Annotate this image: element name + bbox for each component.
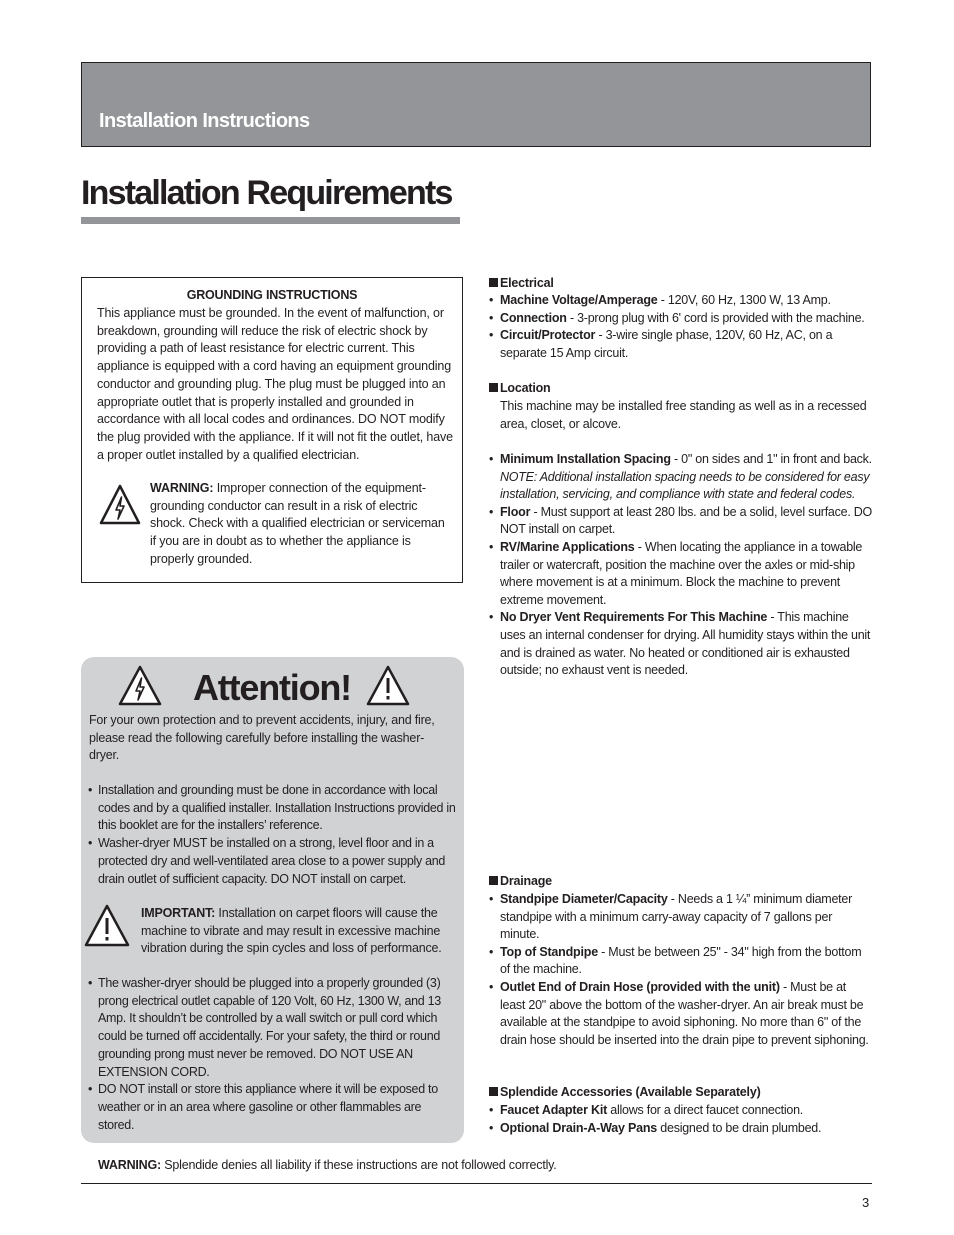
grounding-body: This appliance must be grounded. In the event of malfunction, or breakdown, grounding will reduce the risk of electric shock by providing a path of least resistance for electric current. This appliance is equipped with a cord having an equipment grounding conductor and grounding plug. The plug must be plugged into an appropriate outlet that is properly installed and grounded in accordance with all local codes and ordinances. DO NOT modify the plug provided with the appliance. If it will not fit the outlet, have a proper outlet installed by a qualified electrician.: [97, 306, 453, 462]
header-band: [81, 62, 871, 147]
attention-intro: For your own protection and to prevent accidents, injury, and fire, please read the following carefully before installing the washer-dryer.: [89, 713, 435, 763]
footer-warning-label: WARNING:: [98, 1158, 161, 1172]
section-label: Installation Instructions: [99, 110, 310, 132]
electric-hazard-icon: [117, 664, 163, 708]
important-text: Installation on carpet floors will cause the machine to vibrate and may result in excessive machine vibration during the spin cycles and loss of performance.: [141, 906, 442, 956]
title-underline: [81, 217, 460, 224]
item-label: Connection: [500, 310, 567, 325]
footer-warning: [98, 1158, 557, 1172]
grounding-warning: [150, 480, 450, 569]
item-text: - When locating the appliance in a towable trailer or watercraft, position the machine over the axles or mid-ship where movement is at a minimum. Block the machine to prevent extreme movement.: [500, 539, 863, 607]
list-item: [489, 891, 874, 944]
item-label: RV/Marine Applications: [500, 539, 635, 554]
accessories-list: [489, 1102, 874, 1137]
grounding-warning-text: Improper connection of the equipment-grounding conductor can result in a risk of electric shock. Check with a qualified electrician or serviceman if you are in doubt as to whether the appliance is properly grounded.: [150, 481, 445, 566]
page-number: 3: [862, 1195, 870, 1210]
electrical-heading-text: Electrical: [500, 276, 554, 290]
accessories-heading: [489, 1084, 761, 1102]
list-item: • Installation and grounding must be done in accordance with local codes and by a qualified installer. Installation Instructions provided in this booklet are for the installers’ reference.: [88, 782, 458, 835]
list-item: [489, 979, 874, 1049]
list-item: [489, 504, 874, 539]
important-note: [141, 905, 456, 958]
item-label: Top of Standpipe: [500, 944, 598, 959]
item-text: allows for a direct faucet connection.: [607, 1103, 803, 1117]
item-text: - 3-wire single phase, 120V, 60 Hz, AC, on a separate 15 Amp circuit.: [500, 328, 833, 360]
drainage-heading-text: Drainage: [500, 874, 552, 888]
attention-box: [81, 657, 464, 1143]
item-text: designed to be drain plumbed.: [657, 1120, 822, 1135]
item-text: - Must support at least 280 lbs. and be a solid, level surface. DO NOT install on carpet.: [500, 504, 873, 537]
important-label: IMPORTANT:: [141, 906, 216, 920]
item-text: - 120V, 60 Hz, 1300 W, 13 Amp.: [657, 293, 831, 307]
drainage-list: [489, 891, 874, 1049]
attention-list-bottom: [88, 975, 458, 1134]
square-bullet-icon: [489, 876, 498, 885]
caution-icon: [83, 903, 131, 949]
page-title: Installation Requirements: [81, 174, 452, 212]
item-text: - This machine uses an internal condenser for drying. All humidity stays within the unit and is drained as water. No heated or conditioned air is exhausted outside; no exhaust vent is needed.: [500, 610, 871, 678]
caution-icon: [365, 664, 411, 708]
item-label: No Dryer Vent Requirements For This Machine: [500, 610, 768, 625]
attention-list-top: [88, 782, 458, 888]
location-heading: [489, 380, 550, 398]
list-item: [489, 451, 874, 504]
drainage-heading: [489, 873, 552, 891]
electrical-list: [489, 292, 869, 362]
attention-title: Attention!: [193, 667, 351, 708]
item-label: Faucet Adapter Kit: [500, 1103, 608, 1117]
location-heading-text: Location: [500, 381, 551, 395]
item-label: Floor: [500, 504, 531, 519]
list-item: [489, 1120, 874, 1138]
list-item: • DO NOT install or store this appliance where it will be exposed to weather or in an area where gasoline or other flammables are stored.: [88, 1081, 458, 1134]
list-item: [489, 609, 874, 679]
list-item: [489, 539, 874, 609]
item-label: Standpipe Diameter/Capacity: [500, 892, 668, 906]
item-note: NOTE: Additional installation spacing needs to be considered for easy installation, servicing, and compliance with state and federal codes.: [500, 469, 870, 502]
electrical-heading: [489, 275, 554, 293]
accessories-heading-text: Splendide Accessories (Available Separately): [500, 1085, 761, 1099]
item-label: Minimum Installation Spacing: [500, 452, 671, 466]
item-label: Circuit/Protector: [500, 328, 596, 343]
list-item: [489, 1102, 874, 1120]
location-intro: This machine may be installed free standing as well as in a recessed area, closet, or alcove.: [500, 399, 867, 431]
list-item: [489, 292, 869, 310]
list-item: • The washer-dryer should be plugged into a properly grounded (3) prong electrical outlet capable of 120 Volt, 60 Hz, 1300 W, and 13 Amp. It shouldn’t be controlled by a wall switch or pull cord which could be turned off accidentally. For your safety, the third or round grounding prong must never be removed. DO NOT USE AN EXTENSION CORD.: [88, 975, 458, 1081]
list-item: [489, 327, 869, 362]
list-item: [489, 310, 869, 328]
square-bullet-icon: [489, 383, 498, 392]
footer-divider: [81, 1183, 872, 1184]
grounding-warning-label: WARNING:: [150, 481, 214, 495]
electric-hazard-icon: [98, 483, 142, 527]
square-bullet-icon: [489, 278, 498, 287]
item-text: - Must be between 25" - 34" high from the bottom of the machine.: [500, 944, 862, 977]
list-item: [489, 944, 874, 979]
square-bullet-icon: [489, 1087, 498, 1096]
item-label: Optional Drain-A-Way Pans: [500, 1120, 658, 1135]
item-text: - 0" on sides and 1" in front and back.: [670, 452, 872, 466]
item-text: - Needs a 1 ¼” minimum diameter standpipe with a minimum carry-away capacity of 7 gallons per minute.: [500, 892, 853, 942]
item-label: Machine Voltage/Amperage: [500, 293, 658, 307]
item-label: Outlet End of Drain Hose (provided with the unit): [500, 979, 780, 994]
location-list: [489, 451, 874, 680]
grounding-box: [81, 277, 463, 583]
item-text: - Must be at least 20" above the bottom of the washer-dryer. An air break must be available at the standpipe to avoid siphoning. No more than 6" of the drain hose should be inserted into the drain pipe to prevent siphoning.: [500, 979, 869, 1047]
footer-warning-text: Splendide denies all liability if these instructions are not followed correctly.: [160, 1158, 557, 1172]
grounding-heading: GROUNDING INSTRUCTIONS: [186, 288, 358, 302]
item-text: - 3-prong plug with 6' cord is provided with the machine.: [566, 310, 865, 325]
list-item: • Washer-dryer MUST be installed on a strong, level floor and in a protected dry and well-ventilated area close to a power supply and drain outlet of sufficient capacity. DO NOT install on carpet.: [88, 835, 458, 888]
